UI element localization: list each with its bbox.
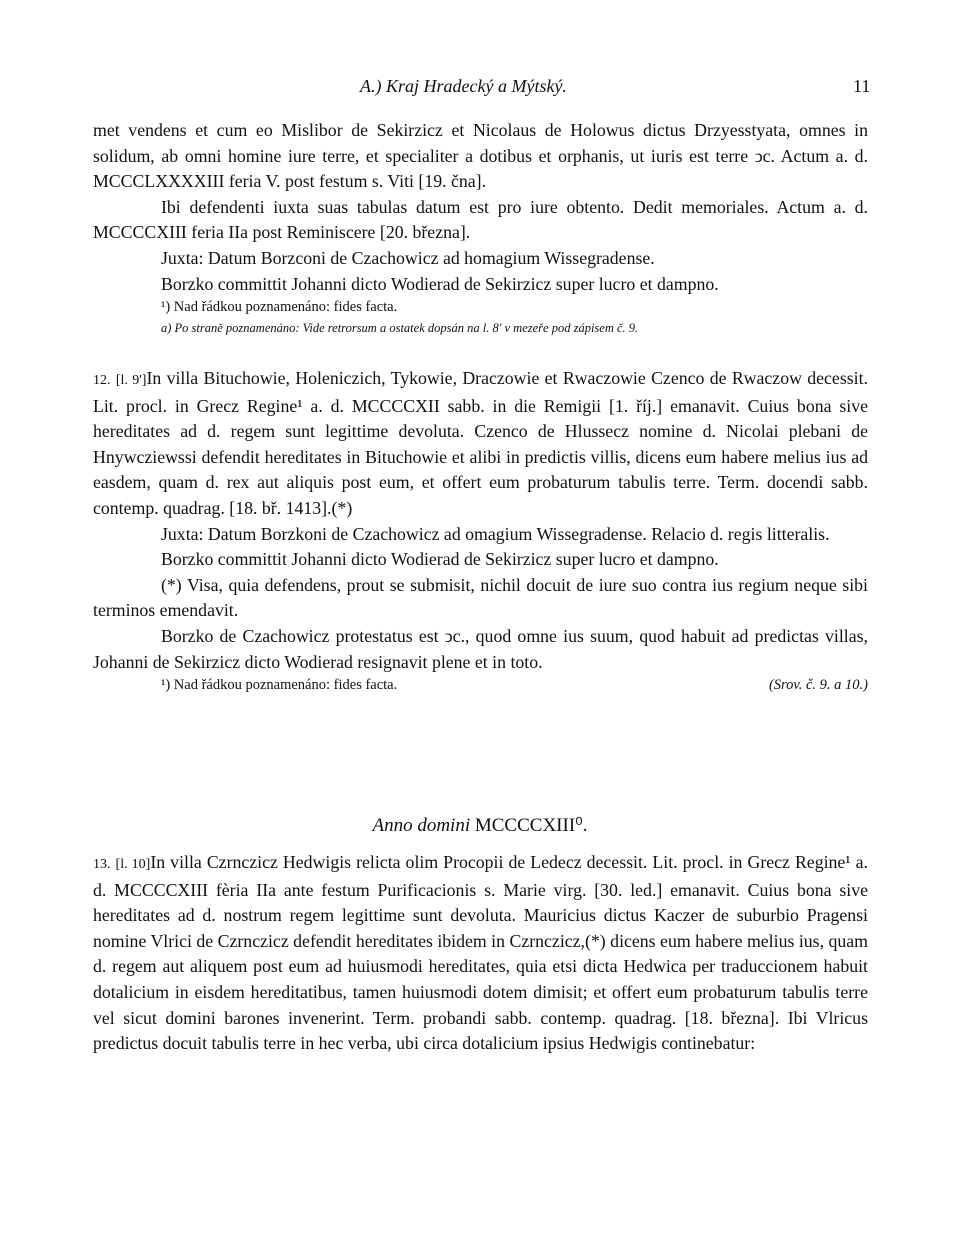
entry-text: Borzko committit Johanni dicto Wodierad de Sekirzicz super lucro et dampno. — [161, 549, 719, 570]
entry-text: Juxta: Datum Borzconi de Czachowicz ad homagium Wissegradense. — [161, 247, 655, 268]
entry-text: In villa Bituchowie, Holeniczich, Tykowie, Draczowie et Rwaczowie Czenco de Rwaczow decessit. Lit. procl. in Grecz Regine¹ a. d. MCCCCXII sabb. in die Remigii [1. říj.] emanavit. Cuius bona sive hereditates ad d. regem sunt legittime devoluta. Czenco de Hlussecz nomine d. Nicolai plebani de Hnywcziewssi defendit hereditates in Bituchowie et alibi in predictis villis, dicens eum habere melius ius ad easdem, quam d. rex aut aliquis post eum, et offert eum probaturum tabulis terre. Term. docendi sabb. contemp. quadrag. [18. bř. 1413].(*) — [93, 368, 868, 518]
entry-text: Juxta: Datum Borzkoni de Czachowicz ad omagium Wissegradense. Relacio d. regis litteralis. — [161, 523, 830, 544]
entry-text: Ibi defendenti iuxta suas tabulas datum est pro iure obtento. Dedit memoriales. Actum a. d. MCCCCXIII feria IIa post Reminiscere [20. března]. — [93, 196, 868, 243]
entry-text: Borzko committit Johanni dicto Wodierad de Sekirzicz super lucro et dampno. — [161, 273, 719, 294]
year-heading-numeral: MCCCCXIII⁰. — [474, 815, 588, 836]
entry-text: In villa Czrnczicz Hedwigis relicta olim Procopii de Ledecz decessit. Lit. procl. in Grecz Regine¹ a. d. MCCCCXIII fèria IIa ante festum Purificacionis s. Marie virg. [30. led.] emanavit. Cuius bona sive hereditates ad d. nostrum regem legittime sunt devoluta. Mauricius dictus Kaczer de suburbio Pragensi nomine Vlrici de Czrnczicz defendit hereditates ibidem in Czrnczicz,(*) dicens eum habere melius ius, quam d. regem aut aliquem post eum ad huiusmodi hereditates, quia etsi dicta Hedwica per traduccionem habuit dotalicium in eisdem hereditatibus, tamen huiusmodi dotem dimisit; et offert eum probaturum tabulis terre vel sicut domini barones invenerint. Term. probandi sabb. contemp. quadrag. [18. března]. Ibi Vlricus predictus docuit tabulis terre in hec verba, ubi circa dotalicium ipsius Hedwigis continebatur: — [93, 852, 869, 1054]
entry-text: Borzko de Czachowicz protestatus est ↄc., quod omne ius suum, quod habuit ad predictas villas, Johanni de Sekirzicz dicto Wodierad resignavit plene et in toto. — [93, 625, 868, 672]
footnote — [93, 675, 868, 696]
page-number: 11 — [853, 76, 871, 96]
footnote: a) Po straně poznamenáno: Vide retrorsum a ostatek dopsán na l. 8' v mezeře pod zápisem č. 9. — [161, 321, 639, 336]
cross-reference: (Srov. č. 9. a 10.) — [768, 677, 868, 694]
folio-reference: [l. 9'] — [115, 373, 147, 388]
footnote: ¹) Nad řádkou poznamenáno: fides facta. — [161, 299, 398, 316]
footnote-text: ¹) Nad řádkou poznamenáno: fides facta. — [161, 677, 398, 694]
folio-reference: [l. 10] — [115, 857, 151, 872]
entry-text: (*) Visa, quia defendens, prout se submisit, nichil docuit de iure suo contra ius regium neque sibi terminos emendavit. — [93, 574, 868, 621]
entry-number: 13. — [93, 857, 111, 872]
continued-entry — [93, 118, 868, 338]
entry-12 — [93, 366, 868, 696]
running-title: A.) Kraj Hradecký a Mýtský. — [360, 76, 567, 96]
running-head — [0, 76, 960, 100]
entry-13 — [93, 850, 868, 1057]
year-heading-italic: Anno domini — [372, 815, 471, 836]
entry-text: met vendens et cum eo Mislibor de Sekirzicz et Nicolaus de Holowus dictus Drzyesstyata, omnes in solidum, ab omni homine iure terre, et specialiter a dotibus et orphanis, ut iuris est terre ↄc. Actum a. d. MCCCLXXXXIII feria V. post festum s. Viti [19. čna]. — [93, 120, 868, 192]
entry-number: 12. — [93, 373, 111, 388]
year-heading — [0, 814, 960, 837]
